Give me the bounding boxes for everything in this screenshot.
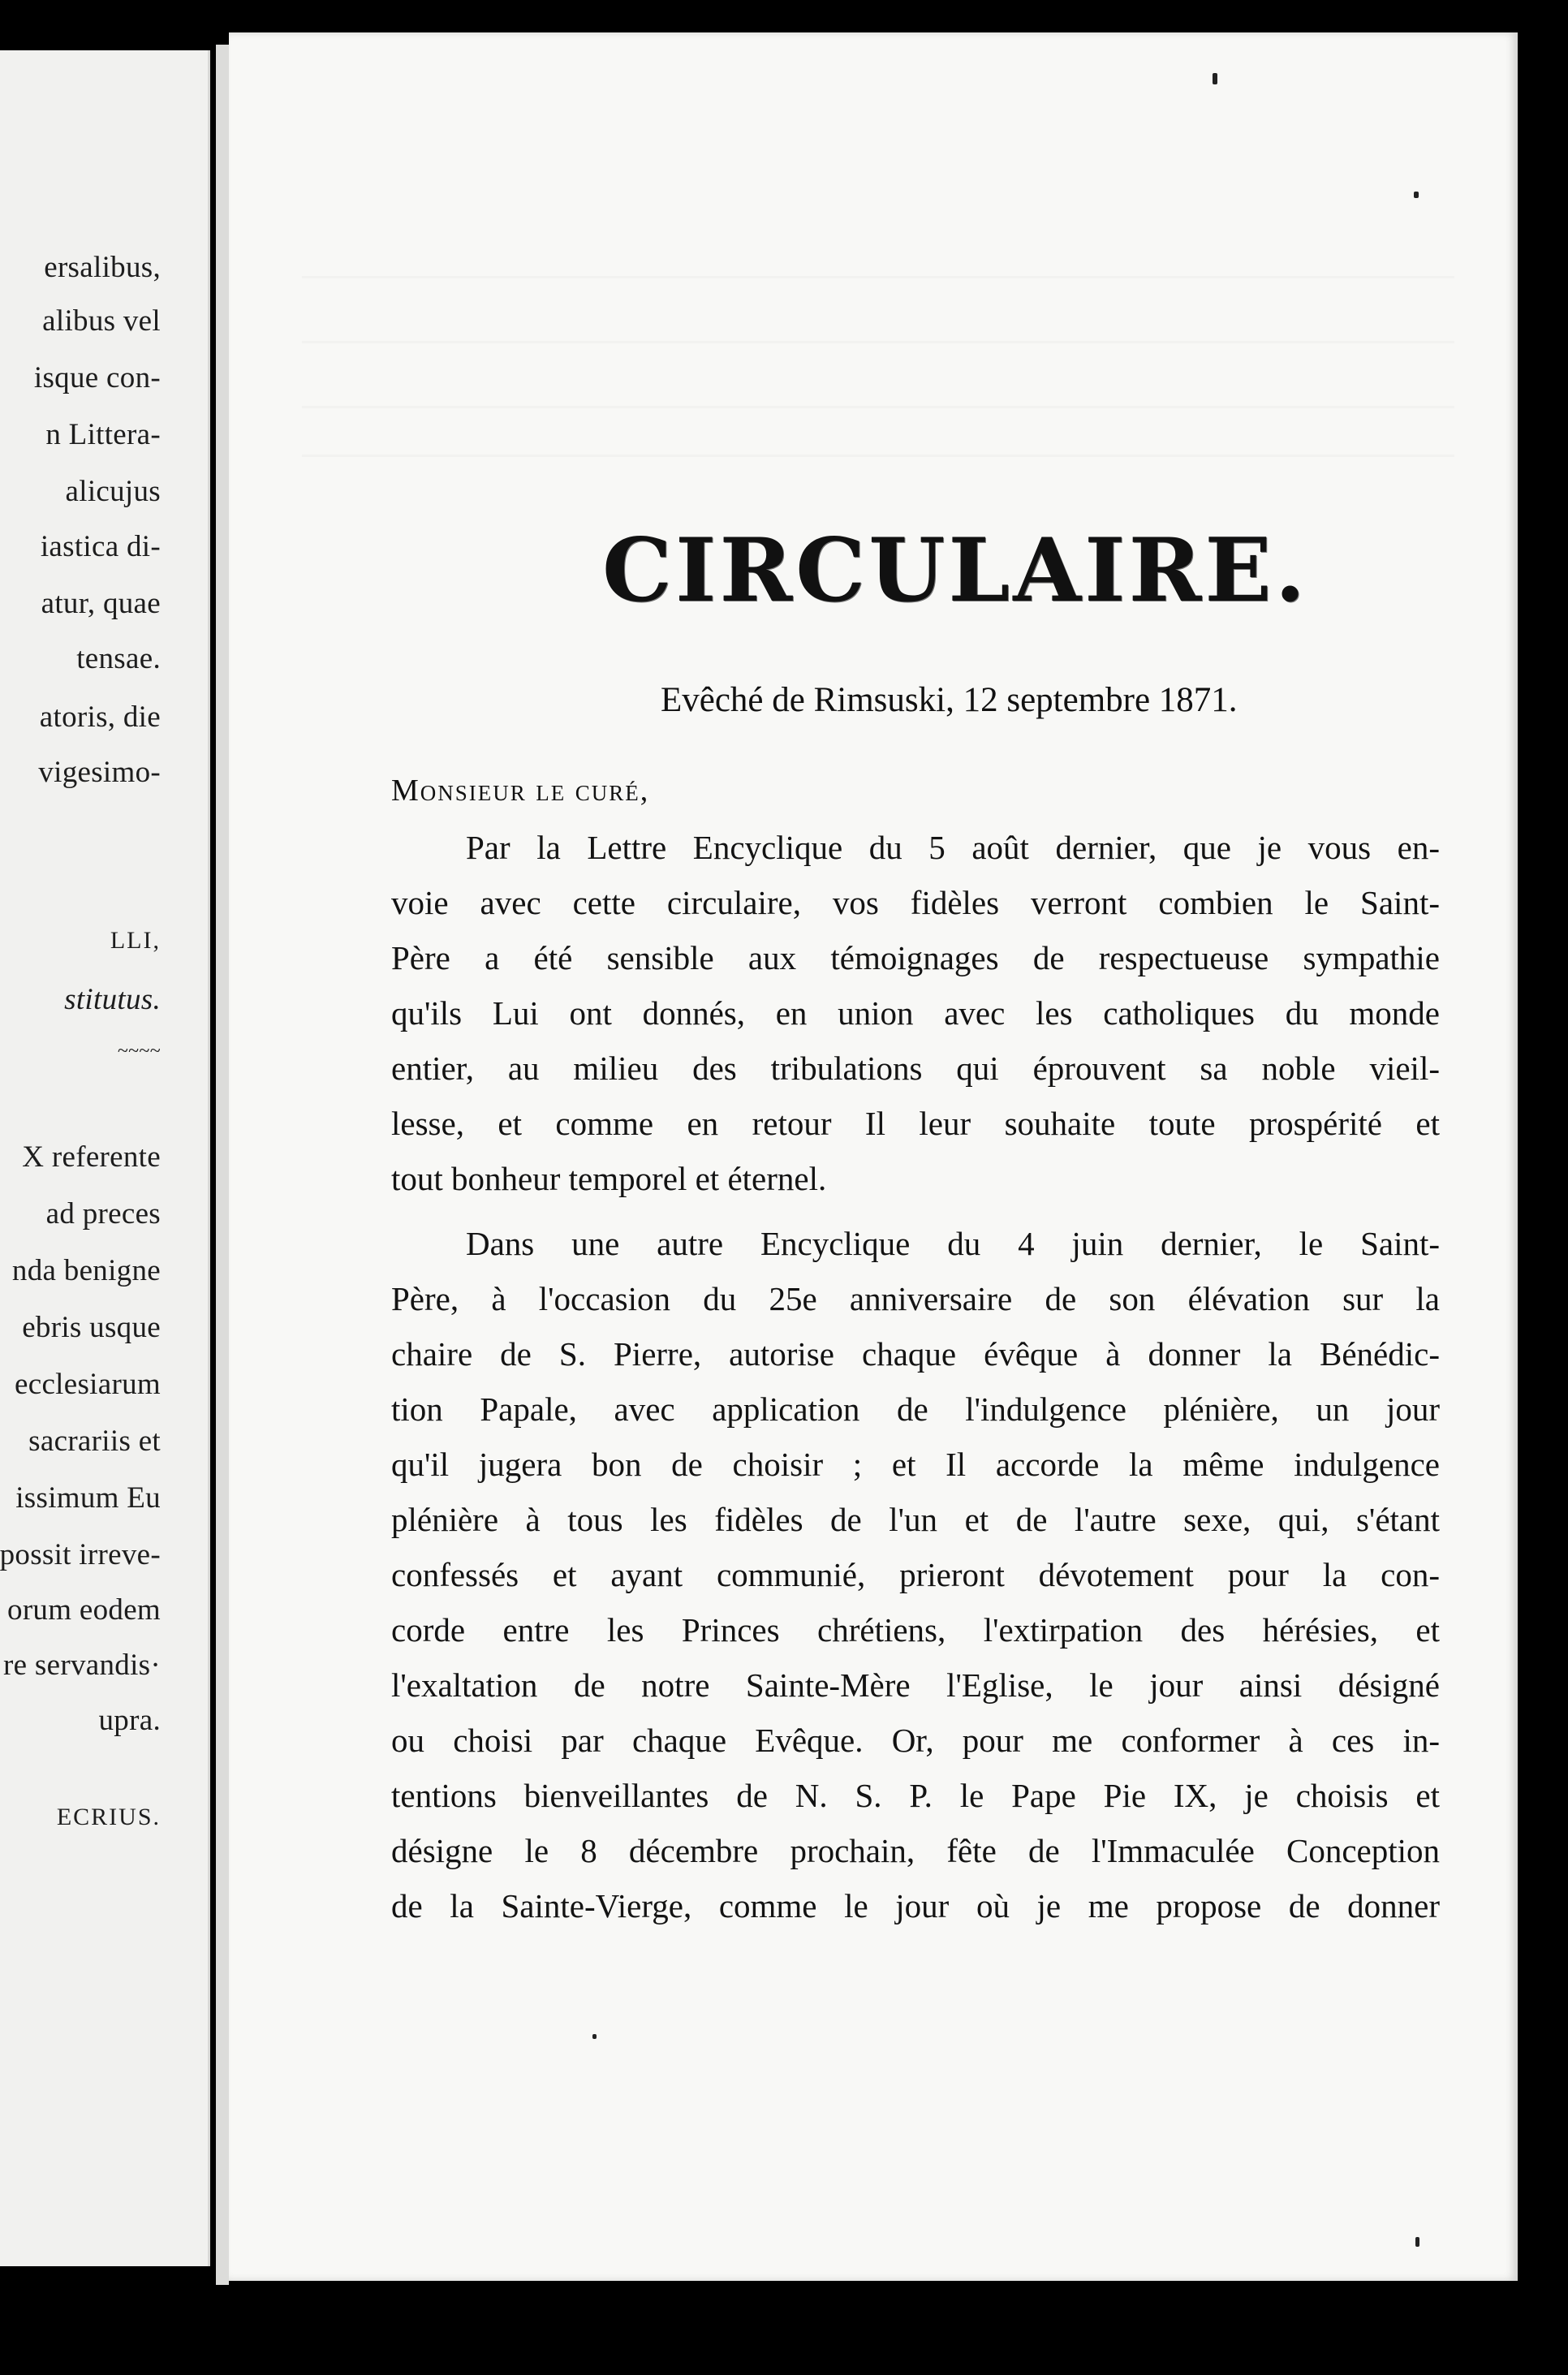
left-page-line: possit irreve-: [0, 1538, 161, 1571]
paragraph-2-line: Dans une autre Encyclique du 4 juin dernier, le Saint-: [466, 1225, 1440, 1262]
paragraph-1-line: qu'ils Lui ont donnés, en union avec les catholiques du monde: [391, 994, 1440, 1032]
paragraph-1-line: entier, au milieu des tribulations qui éprouvent sa noble vieil-: [391, 1050, 1440, 1087]
left-page-line: X referente: [22, 1140, 161, 1174]
ink-speck: [1414, 192, 1419, 198]
left-page-line: ersalibus,: [44, 251, 161, 284]
left-page-line: re servandis·: [3, 1649, 161, 1682]
ink-speck: [1213, 73, 1217, 84]
left-page-rule: ~~~~: [117, 1041, 161, 1062]
ink-speck: [592, 2034, 597, 2039]
paragraph-2-line: de la Sainte-Vierge, comme le jour où je me propose de donner: [391, 1887, 1440, 1925]
paragraph-2-line: Père, à l'occasion du 25e anniversaire de son élévation sur la: [391, 1280, 1440, 1317]
bleed-through-shadow: [302, 406, 1454, 408]
bleed-through-shadow: [302, 276, 1454, 278]
book-spine: [216, 45, 229, 2285]
left-page-line: vigesimo-: [38, 756, 161, 789]
bleed-through-shadow: [302, 455, 1454, 457]
dateline: Evêché de Rimsuski, 12 septembre 1871.: [661, 681, 1238, 719]
left-page-line: LLI,: [110, 927, 161, 954]
paragraph-1-line: Par la Lettre Encyclique du 5 août dernier, que je vous en-: [466, 829, 1440, 866]
left-page-line: iastica di-: [40, 530, 161, 563]
paragraph-2-line: plénière à tous les fidèles de l'un et de l'autre sexe, qui, s'étant: [391, 1501, 1440, 1538]
salutation: Monsieur le curé,: [391, 774, 650, 808]
left-page-line: alicujus: [65, 475, 161, 508]
left-page-line: ECRIUS.: [56, 1804, 161, 1830]
paragraph-2-line: confessés et ayant communié, prieront dévotement pour la con-: [391, 1556, 1440, 1593]
left-page-line: issimum Eu: [15, 1481, 161, 1515]
left-page-line: n Littera-: [45, 418, 161, 451]
left-page-line: ebris usque: [22, 1311, 161, 1344]
left-page-line: orum eodem: [7, 1593, 161, 1627]
circular-title: CIRCULAIRE.: [602, 519, 1309, 622]
ink-speck: [1415, 2237, 1419, 2247]
paragraph-1-line: voie avec cette circulaire, vos fidèles verront combien le Saint-: [391, 884, 1440, 921]
paragraph-2-line: corde entre les Princes chrétiens, l'extirpation des hérésies, et: [391, 1611, 1440, 1649]
left-page-line: tensae.: [76, 642, 161, 675]
paragraph-2-line: ou choisi par chaque Evêque. Or, pour me conformer à ces in-: [391, 1722, 1440, 1759]
paragraph-2-line: désigne le 8 décembre prochain, fête de l'Immaculée Conception: [391, 1832, 1440, 1869]
paragraph-2-line: qu'il jugera bon de choisir ; et Il accorde la même indulgence: [391, 1446, 1440, 1483]
left-page-line: atoris, die: [39, 700, 161, 734]
paragraph-2-line: tion Papale, avec application de l'indulgence plénière, un jour: [391, 1390, 1440, 1428]
left-page-line: alibus vel: [42, 304, 161, 338]
left-page-line: nda benigne: [11, 1254, 161, 1287]
left-page-line: ecclesiarum: [15, 1368, 161, 1401]
left-page-line: upra.: [98, 1704, 161, 1737]
left-page-line: isque con-: [33, 361, 161, 394]
paragraph-2-line: tentions bienveillantes de N. S. P. le Pape Pie IX, je choisis et: [391, 1777, 1440, 1814]
right-page: [229, 32, 1518, 2281]
paragraph-2-line: chaire de S. Pierre, autorise chaque évêque à donner la Bénédic-: [391, 1335, 1440, 1373]
left-page-line: stitutus.: [64, 983, 161, 1016]
left-page-line: atur, quae: [41, 587, 161, 620]
paragraph-2-line: l'exaltation de notre Sainte-Mère l'Eglise, le jour ainsi désigné: [391, 1666, 1440, 1704]
paragraph-1-line: lesse, et comme en retour Il leur souhaite toute prospérité et: [391, 1105, 1440, 1142]
paragraph-1-line: tout bonheur temporel et éternel.: [391, 1160, 827, 1197]
left-page-line: ad preces: [45, 1197, 161, 1231]
left-page-line: sacrariis et: [28, 1425, 161, 1458]
bleed-through-shadow: [302, 341, 1454, 343]
left-page-fragment: [0, 50, 210, 2266]
paragraph-1-line: Père a été sensible aux témoignages de respectueuse sympathie: [391, 939, 1440, 976]
